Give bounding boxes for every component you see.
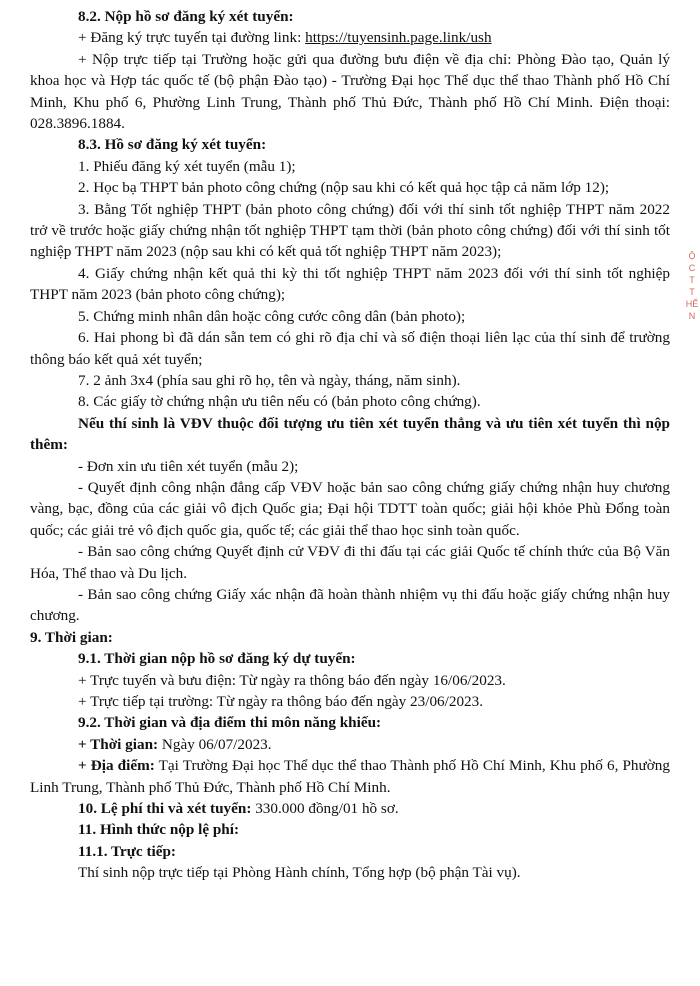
seal-char: T <box>689 287 695 297</box>
section-heading-9-1: 9.1. Thời gian nộp hồ sơ đăng ký dự tuyển: <box>78 650 356 668</box>
exam-place-label: + Địa điểm: <box>78 757 155 775</box>
seal-char: HỂ <box>685 299 699 309</box>
red-seal-fragment <box>684 250 700 380</box>
deadline-item: + Trực tuyến và bưu điện: Từ ngày ra thông báo đến ngày 16/06/2023. <box>78 671 506 689</box>
section-heading-8-3: 8.3. Hồ sơ đăng ký xét tuyển: <box>78 136 267 154</box>
exam-time-value: Ngày 06/07/2023. <box>158 735 272 753</box>
document-list-item: 7. 2 ảnh 3x4 (phía sau ghi rõ họ, tên và ngày, tháng, năm sinh). <box>78 371 461 389</box>
athlete-document-item: - Quyết định công nhận đẳng cấp VĐV hoặc bản sao công chứng giấy chứng nhận huy chương vàng, bạc, đồng của các giải vô địch Quốc gia; Đại hội TDTT toàn quốc; giải hội khỏe Phù Đổng toàn quốc; các giải trẻ vô địch quốc gia, quốc tế; các giải thể thao học sinh toàn quốc. <box>30 478 670 539</box>
online-registration-text: + Đăng ký trực tuyến tại đường link: <box>78 29 306 47</box>
document-page <box>30 6 670 884</box>
athlete-document-item: - Đơn xin ưu tiên xét tuyển (mẫu 2); <box>78 457 299 475</box>
direct-payment-text: Thí sinh nộp trực tiếp tại Phòng Hành chính, Tổng hợp (bộ phận Tài vụ). <box>78 864 521 882</box>
athlete-priority-heading: Nếu thí sinh là VĐV thuộc đối tượng ưu tiên xét tuyển thẳng và ưu tiên xét tuyển thì nộp thêm: <box>30 414 670 454</box>
document-list-item: 5. Chứng minh nhân dân hoặc công cước công dân (bản photo); <box>78 307 466 325</box>
seal-char: C <box>688 263 696 273</box>
fee-line <box>30 798 670 819</box>
document-list-item: 8. Các giấy tờ chứng nhận ưu tiên nếu có (bản photo công chứng). <box>78 393 481 411</box>
seal-char: N <box>688 311 696 321</box>
document-list-item: 1. Phiếu đăng ký xét tuyển (mẫu 1); <box>78 157 296 175</box>
document-list-item: 6. Hai phong bì đã dán sẵn tem có ghi rõ địa chỉ và số điện thoại liên lạc của thí sinh để trường thông báo kết quả xét tuyển; <box>30 329 670 368</box>
section-heading-11-1: 11.1. Trực tiếp: <box>78 842 176 860</box>
fee-value: 330.000 đồng/01 hồ sơ. <box>251 800 399 818</box>
section-heading-8-2: 8.2. Nộp hồ sơ đăng ký xét tuyển: <box>78 8 294 25</box>
seal-char: Ộ <box>688 251 696 261</box>
section-heading-9-2: 9.2. Thời gian và địa điểm thi môn năng khiếu: <box>78 714 382 732</box>
athlete-document-item: - Bản sao công chứng Giấy xác nhận đã hoàn thành nhiệm vụ thi đấu hoặc giấy chứng nhận huy chương. <box>30 585 670 625</box>
exam-time-line <box>30 734 670 755</box>
document-list-item: 4. Giấy chứng nhận kết quả thi kỳ thi tốt nghiệp THPT năm 2023 đối với thí sinh tốt nghiệp THPT năm 2023 (bản photo công chứng); <box>30 264 670 304</box>
seal-char: T <box>689 275 695 285</box>
section-heading-11: 11. Hình thức nộp lệ phí: <box>78 821 240 839</box>
deadline-item: + Trực tiếp tại trường: Từ ngày ra thông báo đến ngày 23/06/2023. <box>78 693 484 710</box>
section-heading-9: 9. Thời gian: <box>30 628 113 646</box>
exam-place-line <box>30 755 670 798</box>
online-registration-line <box>30 27 670 48</box>
fee-label: 10. Lệ phí thi và xét tuyển: <box>78 800 252 818</box>
document-list-item: 2. Học bạ THPT bản photo công chứng (nộp sau khi có kết quả học tập cả năm lớp 12); <box>78 179 610 197</box>
exam-place-value: Tại Trường Đại học Thể dục thể thao Thành phố Hồ Chí Minh, Khu phố 6, Phường Linh Trung, Thành phố Thủ Đức, Thành phố Hồ Chí Minh. <box>30 757 670 796</box>
document-list-item: 3. Bằng Tốt nghiệp THPT (bản photo công chứng) đối với thí sinh tốt nghiệp THPT năm 2022 trở về trước hoặc giấy chứng nhận tốt nghiệp THPT tạm thời (bản photo công chứng) đối với thí sinh tốt nghiệp THPT năm 2023 (nộp sau khi có kết quả tốt nghiệp THPT năm 2023); <box>30 200 670 261</box>
direct-submission-paragraph: + Nộp trực tiếp tại Trường hoặc gửi qua đường bưu điện về địa chỉ: Phòng Đào tạo, Quản lý khoa học và Hợp tác quốc tế (bộ phận Đào tạo) - Trường Đại học Thể dục thể thao Thành phố Hồ Chí Minh, Khu phố 6, Phường Linh Trung, Thành phố Thủ Đức, Thành phố Hồ Chí Minh. Điện thoại: 028.3896.1884. <box>30 50 670 133</box>
exam-time-label: + Thời gian: <box>78 735 159 753</box>
registration-link[interactable]: https://tuyensinh.page.link/ush <box>305 29 492 47</box>
athlete-document-item: - Bản sao công chứng Quyết định cử VĐV đi thi đấu tại các giải Quốc tế chính thức của Bộ Văn Hóa, Thể thao và Du lịch. <box>30 543 670 582</box>
